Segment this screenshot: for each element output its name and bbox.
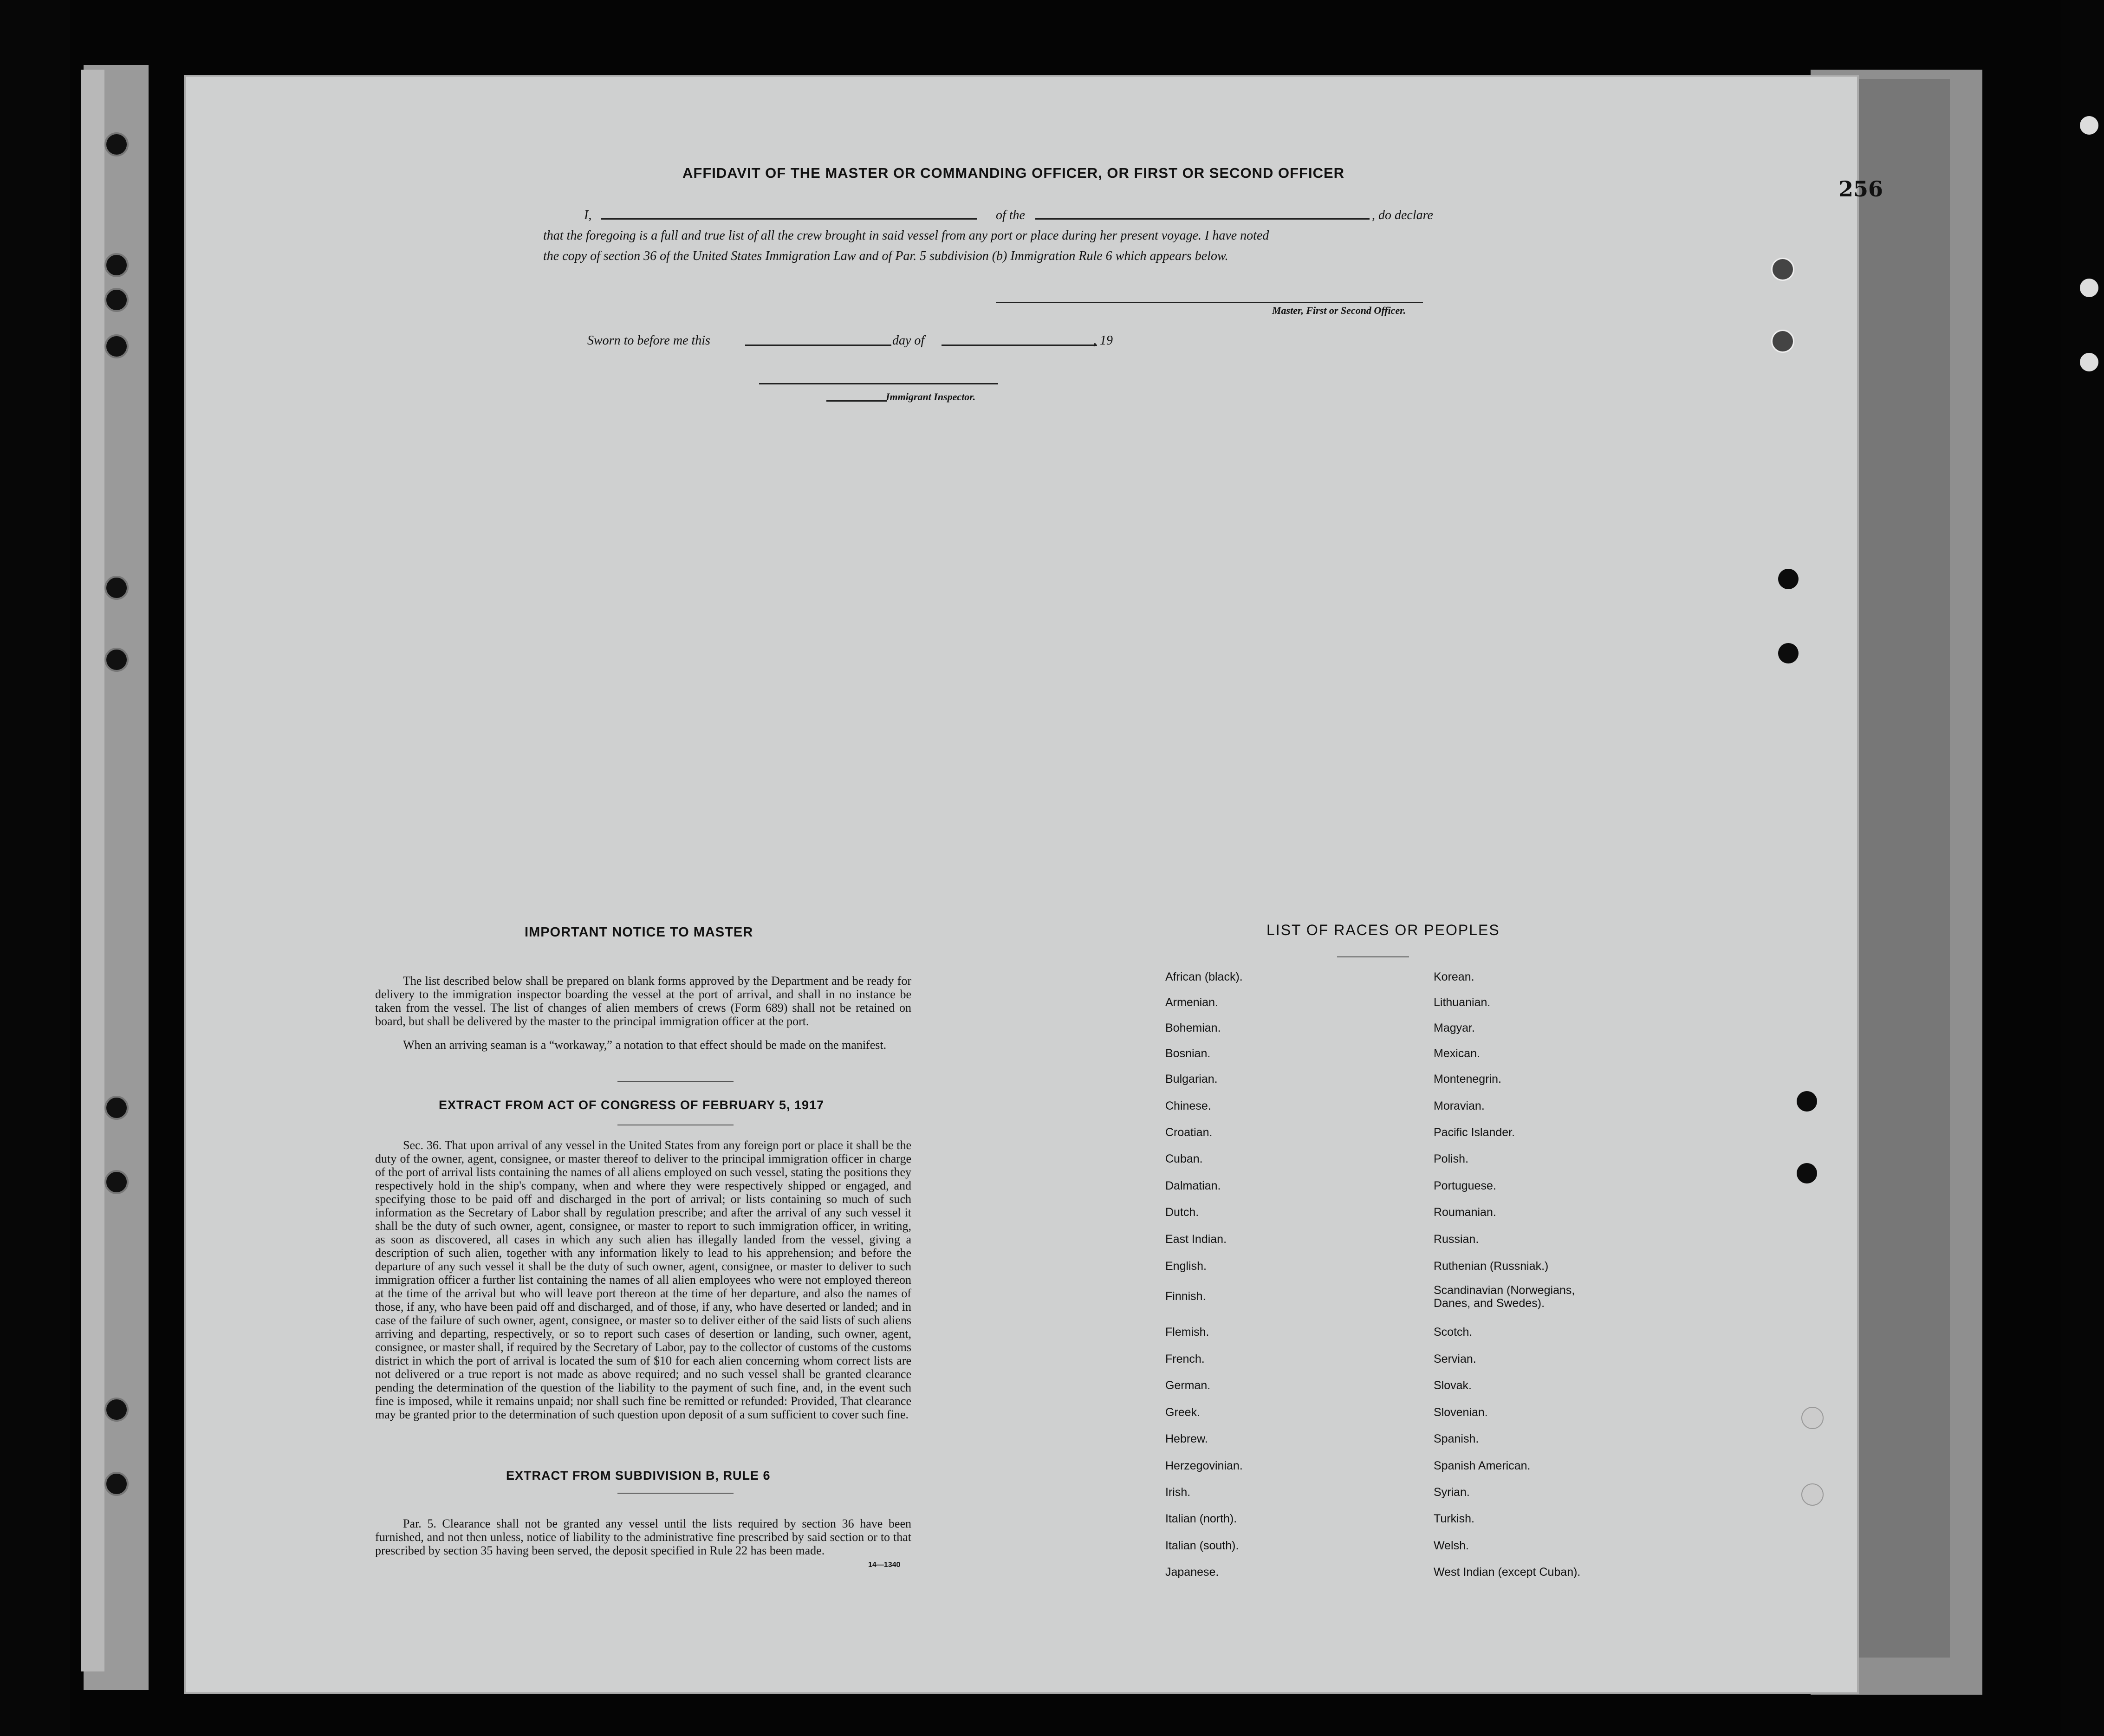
race-item: French. (1165, 1352, 1205, 1365)
race-item: Italian (north). (1165, 1512, 1237, 1525)
affidavit-line1-end: , do declare (1372, 208, 1433, 222)
binder-hole-icon (104, 1170, 129, 1194)
race-item: Bosnian. (1165, 1047, 1211, 1060)
punch-hole-icon (1771, 330, 1794, 353)
sworn-year-label: , 19 (1093, 333, 1113, 348)
races-title: LIST OF RACES OR PEOPLES (1266, 922, 1500, 938)
race-item: Croatian. (1165, 1126, 1213, 1139)
binder-hole-icon (104, 288, 129, 312)
signature-blank (996, 302, 1423, 303)
race-item: Bohemian. (1165, 1021, 1221, 1034)
race-item: East Indian. (1165, 1233, 1227, 1246)
race-item: Lithuanian. (1434, 996, 1491, 1009)
race-item: Moravian. (1434, 1099, 1485, 1112)
signature-label: Master, First or Second Officer. (1272, 305, 1406, 316)
race-item: Hebrew. (1165, 1432, 1208, 1445)
race-item: Scandinavian (Norwegians, Danes, and Swedes). (1434, 1284, 1575, 1310)
race-item: Herzegovinian. (1165, 1459, 1243, 1472)
affidavit-line1-mid: of the (996, 208, 1025, 222)
page-edge-left (81, 70, 104, 1671)
name-blank (601, 218, 977, 220)
scan-border-right (2061, 0, 2104, 1736)
punch-hole-icon (1801, 1407, 1824, 1429)
binder-hole-icon (104, 1472, 129, 1496)
inspector-blank (759, 383, 998, 384)
notice-para2: When an arriving seaman is a “workaway,” a notation to that effect should be made on the manifest. (403, 1038, 887, 1052)
divider (617, 1493, 734, 1494)
race-item: Spanish American. (1434, 1459, 1531, 1472)
vessel-blank (1035, 218, 1370, 220)
binder-hole-icon (2080, 353, 2098, 371)
notice-para1: The list described below shall be prepared on blank forms approved by the Department and be ready for delivery to the immigration inspector boarding the vessel at the port of arrival, and shall in no instance be taken from the vessel. The list of changes of alien members of crews (Form 689) shall not be retained on board, but shall be delivered by the master to the principal immigration officer at the port. (375, 974, 911, 1028)
race-item: Turkish. (1434, 1512, 1474, 1525)
form-code: 14—1340 (868, 1561, 901, 1569)
race-item: Dutch. (1165, 1206, 1199, 1219)
binder-hole-icon (104, 576, 129, 600)
punch-hole-icon (1778, 569, 1799, 589)
race-item: Slovenian. (1434, 1406, 1488, 1419)
race-item: Chinese. (1165, 1099, 1211, 1112)
race-item: Korean. (1434, 970, 1474, 983)
race-item: Finnish. (1165, 1290, 1206, 1303)
punch-hole-icon (1771, 258, 1794, 281)
race-item: Welsh. (1434, 1539, 1469, 1552)
race-item: Pacific Islander. (1434, 1126, 1515, 1139)
sworn-day-label: day of (892, 333, 925, 348)
divider (1337, 956, 1409, 957)
binder-hole-icon (104, 253, 129, 277)
race-item: Servian. (1434, 1352, 1476, 1365)
notice-title: IMPORTANT NOTICE TO MASTER (525, 925, 753, 940)
race-item: Syrian. (1434, 1486, 1470, 1499)
race-item: German. (1165, 1379, 1211, 1392)
affidavit-title: AFFIDAVIT OF THE MASTER OR COMMANDING OFFICER, OR FIRST OR SECOND OFFICER (682, 165, 1345, 181)
affidavit-line3: the copy of section 36 of the United States Immigration Law and of Par. 5 subdivision (b) Immigration Rule 6 which appears below. (543, 249, 1228, 263)
page-number: 256 (1838, 176, 1883, 202)
punch-hole-icon (1797, 1091, 1817, 1112)
divider (617, 1081, 734, 1082)
race-item: Slovak. (1434, 1379, 1472, 1392)
inspector-blank-short (826, 400, 887, 402)
race-item: Roumanian. (1434, 1206, 1496, 1219)
inspector-label: Immigrant Inspector. (886, 391, 976, 403)
race-item: Ruthenian (Russniak.) (1434, 1260, 1549, 1273)
document-page (186, 77, 1857, 1692)
binder-hole-icon (104, 1398, 129, 1422)
race-item: Cuban. (1165, 1152, 1203, 1165)
race-item: English. (1165, 1260, 1207, 1273)
race-item: Spanish. (1434, 1432, 1479, 1445)
extract-act-text: Sec. 36. That upon arrival of any vessel in the United States from any foreign port or place it shall be the duty of the owner, agent, consignee, or master thereof to deliver to the principal immigration officer in charge of the port of arrival lists containing the names of all aliens employed on such vessel, stating the positions they respectively hold in the ship's company, when and where they were respectively shipped or engaged, and specifying those to be paid off and discharged in the port of arrival; or lists containing so much of such information as the Secretary of Labor shall by regulation prescribe; and after the arrival of any such vessel it shall be the duty of such owner, agent, consignee, or master to report to such immigration officer, in writing, as soon as discovered, all cases in which any such alien has illegally landed from the vessel, giving a description of such alien, together with any information likely to lead to his apprehension; and before the departure of any such vessel it shall be the duty of such owner, agent, consignee, or master to deliver to such immigration officer a further list containing the names of all alien employees who were not employed thereon at the time of the arrival but who will leave port thereon at the time of her departure, and also the names of those, if any, who have been paid off and discharged, and of those, if any, who have deserted or landed; and in case of the failure of such owner, agent, consignee, or master so to deliver either of the said lists of such aliens arriving and departing, respectively, or so to report such cases of desertion or landing, such owner, agent, consignee, or master shall, if required by the Secretary of Labor, pay to the collector of customs of the customs district in which the port of arrival is located the sum of $10 for each alien concerning whom correct lists are not delivered or a true report is not made as above required; and no such vessel shall be granted clearance pending the determination of the question of the liability to the payment of such fine, and, in the event such fine is imposed, while it remains unpaid; nor shall such fine be remitted or refunded: Provided, That clearance may be granted prior to the determination of such question upon deposit of a sum sufficient to cover such fine. (375, 1138, 911, 1421)
extract-rule-title: EXTRACT FROM SUBDIVISION B, RULE 6 (506, 1469, 771, 1482)
punch-hole-icon (1778, 643, 1799, 663)
race-item: Bulgarian. (1165, 1073, 1218, 1086)
punch-hole-icon (1801, 1483, 1824, 1506)
binder-hole-icon (104, 334, 129, 358)
race-item: Greek. (1165, 1406, 1201, 1419)
sworn-start: Sworn to before me this (587, 333, 710, 348)
binder-hole-icon (104, 132, 129, 156)
race-item: Montenegrin. (1434, 1073, 1501, 1086)
binder-hole-icon (104, 1096, 129, 1120)
sworn-day-blank (745, 345, 891, 346)
race-item: Japanese. (1165, 1566, 1219, 1579)
affidavit-line2: that the foregoing is a full and true list of all the crew brought in said vessel from any port or place during her present voyage. I have noted (543, 228, 1269, 243)
race-item: Flemish. (1165, 1326, 1209, 1339)
race-item: Italian (south). (1165, 1539, 1239, 1552)
extract-rule-text: Par. 5. Clearance shall not be granted any vessel until the lists required by section 36 have been furnished, and not then unless, notice of liability to the administrative fine prescribed by said section or to that prescribed by section 35 having been served, the deposit specified in Rule 22 has been made. (375, 1517, 911, 1557)
race-item: Scotch. (1434, 1326, 1473, 1339)
race-item: Polish. (1434, 1152, 1469, 1165)
race-item: Armenian. (1165, 996, 1218, 1009)
race-item: Irish. (1165, 1486, 1191, 1499)
punch-hole-icon (1797, 1163, 1817, 1183)
affidavit-line1-start: I, (584, 208, 592, 222)
race-item: Portuguese. (1434, 1179, 1496, 1192)
binder-hole-icon (2080, 279, 2098, 297)
scan-border-left (0, 0, 70, 1736)
binder-hole-icon (2080, 116, 2098, 135)
race-item: Russian. (1434, 1233, 1479, 1246)
race-item: Magyar. (1434, 1021, 1475, 1034)
extract-act-title: EXTRACT FROM ACT OF CONGRESS OF FEBRUARY 5, 1917 (439, 1098, 825, 1112)
race-item: African (black). (1165, 970, 1243, 983)
sworn-month-blank (942, 345, 1097, 346)
race-item: West Indian (except Cuban). (1434, 1566, 1581, 1579)
binder-hole-icon (104, 648, 129, 672)
race-item: Mexican. (1434, 1047, 1481, 1060)
race-item: Dalmatian. (1165, 1179, 1221, 1192)
